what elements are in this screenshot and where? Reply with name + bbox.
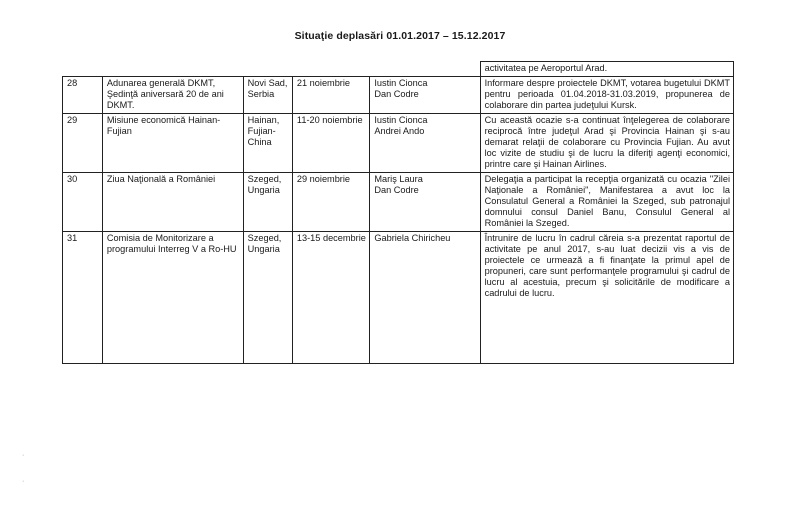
location: Hainan, Fujian-China bbox=[243, 114, 292, 173]
travel-table bbox=[62, 61, 734, 364]
row-number: 28 bbox=[63, 77, 103, 114]
description: Delegaţia a participat la recepţia organizată cu ocazia "Zilei Naţionale a României", Manifestarea a avut loc la Consulatul General a României la Szeged, sub patronajul domnului consul Daniel Banu, Consulul General al României la Szeged. bbox=[480, 173, 733, 232]
description: Cu această ocazie s-a continuat înţelegerea de colaborare reciprocă între judeţul Arad şi Provincia Hainan şi s-au demarat relaţii de colaborare cu Provincia Fujian. Au avut loc vizite de studiu şi de lucru la diferiţi agenţi economici, printre care şi Hainan Airlines. bbox=[480, 114, 733, 173]
location: Szeged, Ungaria bbox=[243, 173, 292, 232]
blank-cell bbox=[370, 62, 480, 77]
event-name: Ziua Naţională a României bbox=[102, 173, 243, 232]
participant-name: Gabriela Chiricheu bbox=[374, 233, 451, 243]
row-number: 30 bbox=[63, 173, 103, 232]
blank-cell bbox=[102, 62, 243, 77]
participants bbox=[370, 77, 480, 114]
blank-cell bbox=[63, 62, 103, 77]
location: Szeged, Ungaria bbox=[243, 232, 292, 364]
scan-mark: · bbox=[22, 478, 25, 485]
date: 11-20 noiembrie bbox=[292, 114, 369, 173]
row-number: 31 bbox=[63, 232, 103, 364]
participants bbox=[370, 173, 480, 232]
location: Novi Sad,Serbia bbox=[243, 77, 292, 114]
date: 29 noiembrie bbox=[292, 173, 369, 232]
continuation-row bbox=[63, 62, 734, 77]
participant-name: Andrei Ando bbox=[374, 126, 425, 136]
scan-mark: · bbox=[22, 452, 25, 459]
table-row bbox=[63, 77, 734, 114]
participants bbox=[370, 114, 480, 173]
continuation-description: activitatea pe Aeroportul Arad. bbox=[480, 62, 733, 77]
participant-name: Mariş Laura bbox=[374, 174, 423, 184]
event-name: Misiune economică Hainan-Fujian bbox=[102, 114, 243, 173]
participants bbox=[370, 232, 480, 364]
participant-name: Iustin Cionca bbox=[374, 115, 428, 125]
event-name: Adunarea generală DKMT, Şedinţă aniversară 20 de ani DKMT. bbox=[102, 77, 243, 114]
description: Întrunire de lucru în cadrul căreia s-a prezentat raportul de activitate pe anul 2017, s-au luat decizii vis a vis de proiectele ce urmează a fi finanţate la primul apel de propuneri, care sunt performanţele programului şi cadrul de lucru al acestuia, precum şi solicitările de modificare a cadrului de lucru. bbox=[480, 232, 733, 364]
participant-name: Dan Codre bbox=[374, 89, 419, 99]
participant-name: Iustin Cionca bbox=[374, 78, 428, 88]
description: Informare despre proiectele DKMT, votarea bugetului DKMT pentru perioada 01.04.2018-31.03.2019, propunerea de colaborare din partea judeţului Kursk. bbox=[480, 77, 733, 114]
page-title: Situaţie deplasări 01.01.2017 – 15.12.2017 bbox=[294, 30, 506, 42]
blank-cell bbox=[243, 62, 292, 77]
table-row bbox=[63, 173, 734, 232]
table-row bbox=[63, 232, 734, 364]
participant-name: Dan Codre bbox=[374, 185, 419, 195]
table-row bbox=[63, 114, 734, 173]
date: 21 noiembrie bbox=[292, 77, 369, 114]
row-number: 29 bbox=[63, 114, 103, 173]
date: 13-15 decembrie bbox=[292, 232, 369, 364]
blank-cell bbox=[292, 62, 369, 77]
event-name: Comisia de Monitorizare a programului Interreg V a Ro-HU bbox=[102, 232, 243, 364]
